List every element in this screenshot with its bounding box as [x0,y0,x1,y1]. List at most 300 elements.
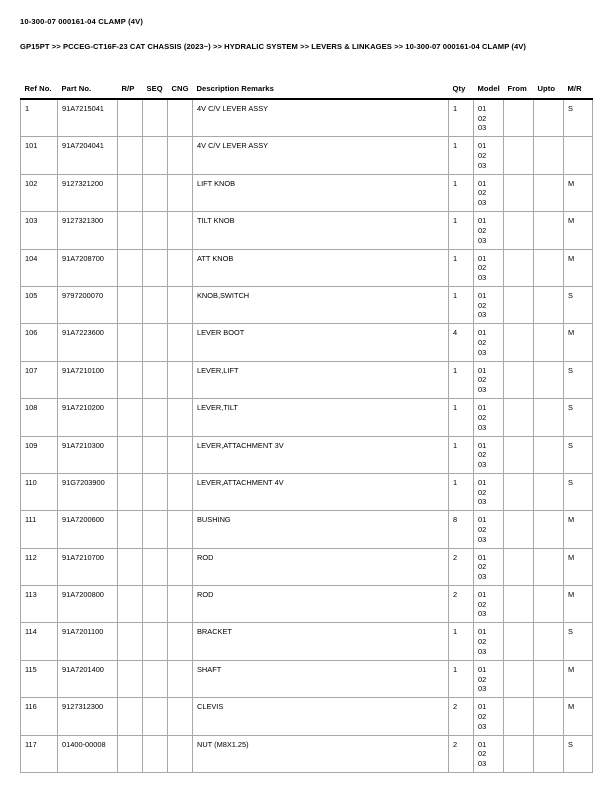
model-code: 01 [478,440,487,450]
model-code: 02 [478,151,487,161]
cell-rp [118,473,143,510]
cell-seq [143,361,168,398]
model-code: 03 [478,123,487,133]
cell-part: 91A7200800 [58,586,118,623]
cell-upto [534,623,564,660]
cell-upto [534,511,564,548]
cell-mr: S [564,623,593,660]
model-code: 02 [478,188,487,198]
model-code: 01 [478,365,487,375]
cell-mr: S [564,361,593,398]
cell-mr: M [564,660,593,697]
page-title: 10-300-07 000161-04 CLAMP (4V) [20,17,144,26]
cell-desc: BRACKET [193,623,449,660]
model-code: 02 [478,113,487,123]
cell-rp [118,623,143,660]
model-code: 03 [478,646,487,656]
cell-from [504,548,534,585]
cell-qty: 1 [449,361,474,398]
cell-qty: 1 [449,99,474,137]
table-header-row [21,84,593,99]
cell-qty: 1 [449,623,474,660]
cell-ref: 113 [21,586,58,623]
cell-cng [168,623,193,660]
cell-seq [143,286,168,323]
cell-rp [118,174,143,211]
cell-mr: M [564,511,593,548]
model-code: 02 [478,749,487,759]
cell-seq [143,249,168,286]
cell-cng [168,99,193,137]
cell-from [504,623,534,660]
cell-seq [143,436,168,473]
model-code: 01 [478,477,487,487]
cell-upto [534,324,564,361]
cell-upto [534,212,564,249]
cell-mr: M [564,174,593,211]
cell-rp [118,436,143,473]
table-row [21,698,593,735]
cell-model [474,249,504,286]
model-code: 01 [478,739,487,749]
model-code-stack [478,403,503,432]
column-header-from: From [507,84,527,93]
cell-cng [168,174,193,211]
model-code: 03 [478,198,487,208]
model-code: 02 [478,300,487,310]
cell-from [504,324,534,361]
cell-ref: 102 [21,174,58,211]
cell-model [474,660,504,697]
cell-rp [118,99,143,137]
cell-model [474,735,504,772]
cell-desc: LEVER,ATTACHMENT 3V [193,436,449,473]
cell-from [504,361,534,398]
table-row [21,212,593,249]
column-header-part: Part No. [61,84,92,93]
cell-seq [143,735,168,772]
column-header-upto: Upto [537,84,556,93]
cell-desc: LEVER,ATTACHMENT 4V [193,473,449,510]
table-row [21,399,593,436]
model-code: 03 [478,385,487,395]
cell-part: 91A7210100 [58,361,118,398]
table-row [21,548,593,585]
model-code: 02 [478,375,487,385]
cell-cng [168,660,193,697]
model-code: 02 [478,637,487,647]
model-code-stack [478,665,503,694]
cell-seq [143,473,168,510]
cell-ref: 111 [21,511,58,548]
cell-part: 9127321200 [58,174,118,211]
model-code: 01 [478,328,487,338]
cell-model [474,286,504,323]
cell-ref: 115 [21,660,58,697]
cell-seq [143,623,168,660]
cell-cng [168,548,193,585]
model-code-stack [478,328,503,357]
cell-seq [143,698,168,735]
cell-mr: S [564,473,593,510]
cell-qty: 2 [449,586,474,623]
model-code: 01 [478,290,487,300]
model-code: 03 [478,272,487,282]
column-header-seq: SEQ [146,84,163,93]
model-code-stack [478,254,503,283]
cell-desc: NUT (M8X1.25) [193,735,449,772]
model-code: 01 [478,590,487,600]
cell-qty: 1 [449,286,474,323]
model-code: 01 [478,552,487,562]
column-header-rp: R/P [121,84,135,93]
model-code-stack [478,179,503,208]
model-code: 03 [478,759,487,769]
cell-qty: 1 [449,399,474,436]
cell-upto [534,436,564,473]
cell-qty: 1 [449,436,474,473]
model-code: 03 [478,310,487,320]
cell-mr: M [564,212,593,249]
cell-seq [143,99,168,137]
cell-upto [534,286,564,323]
cell-mr: S [564,735,593,772]
cell-mr: S [564,399,593,436]
cell-model [474,99,504,137]
cell-upto [534,473,564,510]
cell-from [504,399,534,436]
column-header-ref: Ref No. [24,84,52,93]
cell-ref: 106 [21,324,58,361]
cell-upto [534,249,564,286]
cell-part: 91A7201100 [58,623,118,660]
cell-seq [143,660,168,697]
model-code: 03 [478,534,487,544]
cell-rp [118,249,143,286]
cell-desc: TILT KNOB [193,212,449,249]
cell-desc: 4V C/V LEVER ASSY [193,137,449,174]
cell-rp [118,324,143,361]
cell-seq [143,137,168,174]
cell-qty: 8 [449,511,474,548]
model-code: 03 [478,459,487,469]
cell-from [504,660,534,697]
cell-model [474,548,504,585]
model-code: 03 [478,497,487,507]
cell-cng [168,511,193,548]
cell-ref: 117 [21,735,58,772]
model-code-stack [478,291,503,320]
cell-ref: 104 [21,249,58,286]
cell-cng [168,212,193,249]
model-code: 01 [478,702,487,712]
cell-ref: 112 [21,548,58,585]
cell-seq [143,511,168,548]
cell-upto [534,99,564,137]
model-code-stack [478,627,503,656]
table-row [21,436,593,473]
model-code: 02 [478,412,487,422]
cell-desc: CLEVIS [193,698,449,735]
cell-part: 91A7204041 [58,137,118,174]
cell-model [474,698,504,735]
cell-upto [534,361,564,398]
cell-cng [168,735,193,772]
column-header-cng: CNG [171,84,189,93]
cell-mr [564,137,593,174]
model-code: 01 [478,403,487,413]
cell-desc: LEVER,TILT [193,399,449,436]
cell-rp [118,698,143,735]
cell-part: 01400-00008 [58,735,118,772]
cell-from [504,249,534,286]
cell-rp [118,660,143,697]
cell-upto [534,735,564,772]
model-code: 03 [478,422,487,432]
cell-mr: M [564,324,593,361]
cell-ref: 116 [21,698,58,735]
cell-from [504,735,534,772]
cell-model [474,324,504,361]
cell-desc: 4V C/V LEVER ASSY [193,99,449,137]
cell-mr: S [564,286,593,323]
cell-part: 91A7210200 [58,399,118,436]
cell-from [504,586,534,623]
cell-ref: 108 [21,399,58,436]
cell-cng [168,286,193,323]
cell-desc: ROD [193,586,449,623]
cell-desc: ATT KNOB [193,249,449,286]
model-code-stack [478,740,503,769]
cell-rp [118,137,143,174]
model-code: 01 [478,627,487,637]
model-code-stack [478,441,503,470]
cell-rp [118,735,143,772]
cell-desc: ROD [193,548,449,585]
model-code: 01 [478,178,487,188]
table-row [21,586,593,623]
column-header-model: Model [477,84,500,93]
cell-cng [168,698,193,735]
column-header-mr: M/R [567,84,582,93]
cell-from [504,511,534,548]
model-code: 01 [478,216,487,226]
table-row [21,623,593,660]
column-header-qty: Qty [452,84,466,93]
cell-qty: 1 [449,212,474,249]
cell-rp [118,212,143,249]
table-row [21,361,593,398]
cell-qty: 1 [449,249,474,286]
cell-cng [168,249,193,286]
model-code: 03 [478,347,487,357]
cell-seq [143,324,168,361]
cell-model [474,399,504,436]
model-code: 02 [478,674,487,684]
cell-ref: 114 [21,623,58,660]
cell-model [474,361,504,398]
cell-model [474,586,504,623]
cell-rp [118,511,143,548]
model-code: 01 [478,664,487,674]
cell-desc: LIFT KNOB [193,174,449,211]
model-code: 03 [478,684,487,694]
cell-rp [118,399,143,436]
cell-from [504,212,534,249]
model-code: 02 [478,562,487,572]
cell-ref: 110 [21,473,58,510]
model-code: 03 [478,572,487,582]
cell-cng [168,399,193,436]
model-code: 02 [478,338,487,348]
cell-ref: 101 [21,137,58,174]
table-body [21,99,593,773]
table-row [21,324,593,361]
cell-ref: 1 [21,99,58,137]
cell-seq [143,548,168,585]
cell-mr: S [564,436,593,473]
model-code: 02 [478,599,487,609]
cell-qty: 4 [449,324,474,361]
model-code-stack [478,104,503,133]
model-code: 03 [478,235,487,245]
cell-part: 91A7210700 [58,548,118,585]
cell-qty: 2 [449,548,474,585]
cell-upto [534,137,564,174]
cell-from [504,174,534,211]
cell-upto [534,399,564,436]
cell-ref: 105 [21,286,58,323]
cell-from [504,473,534,510]
model-code: 02 [478,487,487,497]
cell-from [504,698,534,735]
model-code: 03 [478,609,487,619]
model-code-stack [478,216,503,245]
cell-part: 91A7208700 [58,249,118,286]
model-code: 02 [478,263,487,273]
cell-upto [534,698,564,735]
cell-from [504,436,534,473]
model-code-stack [478,553,503,582]
cell-model [474,212,504,249]
table-row [21,249,593,286]
table-row [21,286,593,323]
cell-rp [118,548,143,585]
model-code-stack [478,478,503,507]
table-row [21,735,593,772]
cell-desc: KNOB,SWITCH [193,286,449,323]
cell-part: 9127321300 [58,212,118,249]
cell-seq [143,586,168,623]
cell-qty: 1 [449,660,474,697]
model-code: 02 [478,525,487,534]
model-code: 01 [478,515,487,525]
model-code: 01 [478,104,487,113]
cell-ref: 107 [21,361,58,398]
cell-upto [534,586,564,623]
cell-qty: 2 [449,735,474,772]
parts-table [20,84,593,773]
cell-cng [168,586,193,623]
cell-rp [118,361,143,398]
cell-part: 91G7203900 [58,473,118,510]
cell-seq [143,399,168,436]
cell-desc: SHAFT [193,660,449,697]
table-row [21,137,593,174]
cell-desc: BUSHING [193,511,449,548]
table-row [21,174,593,211]
cell-cng [168,324,193,361]
model-code: 02 [478,225,487,235]
cell-desc: LEVER,LIFT [193,361,449,398]
cell-desc: LEVER BOOT [193,324,449,361]
model-code: 03 [478,160,487,170]
table-row [21,99,593,137]
table-header [21,84,593,99]
cell-model [474,473,504,510]
cell-part: 91A7215041 [58,99,118,137]
cell-rp [118,586,143,623]
cell-from [504,286,534,323]
cell-seq [143,174,168,211]
cell-rp [118,286,143,323]
cell-cng [168,436,193,473]
cell-seq [143,212,168,249]
cell-model [474,174,504,211]
table-row [21,473,593,510]
model-code: 03 [478,721,487,731]
cell-mr: M [564,586,593,623]
cell-cng [168,473,193,510]
model-code: 02 [478,450,487,460]
cell-mr: M [564,249,593,286]
model-code-stack [478,515,503,544]
column-header-desc: Description Remarks [196,84,274,93]
cell-mr: S [564,99,593,137]
cell-ref: 109 [21,436,58,473]
model-code-stack [478,141,503,170]
model-code: 01 [478,141,487,151]
cell-part: 9127312300 [58,698,118,735]
cell-model [474,511,504,548]
model-code-stack [478,366,503,395]
model-code: 02 [478,711,487,721]
cell-qty: 1 [449,137,474,174]
cell-model [474,137,504,174]
model-code-stack [478,590,503,619]
cell-cng [168,361,193,398]
cell-mr: M [564,548,593,585]
model-code-stack [478,702,503,731]
cell-part: 91A7201400 [58,660,118,697]
cell-upto [534,174,564,211]
table-row [21,660,593,697]
cell-cng [168,137,193,174]
cell-part: 9797200070 [58,286,118,323]
breadcrumb: GP15PT >> PCCEG-CT16F-23 CAT CHASSIS (2023~) >> HYDRALIC SYSTEM >> LEVERS & LINKAGES >> 10-300-07 000161-04 CLAMP (4V) [20,42,527,51]
cell-upto [534,660,564,697]
cell-part: 91A7200600 [58,511,118,548]
model-code: 01 [478,253,487,263]
cell-model [474,623,504,660]
cell-from [504,137,534,174]
cell-from [504,99,534,137]
cell-model [474,436,504,473]
table-row [21,511,593,548]
cell-upto [534,548,564,585]
cell-ref: 103 [21,212,58,249]
cell-mr: M [564,698,593,735]
